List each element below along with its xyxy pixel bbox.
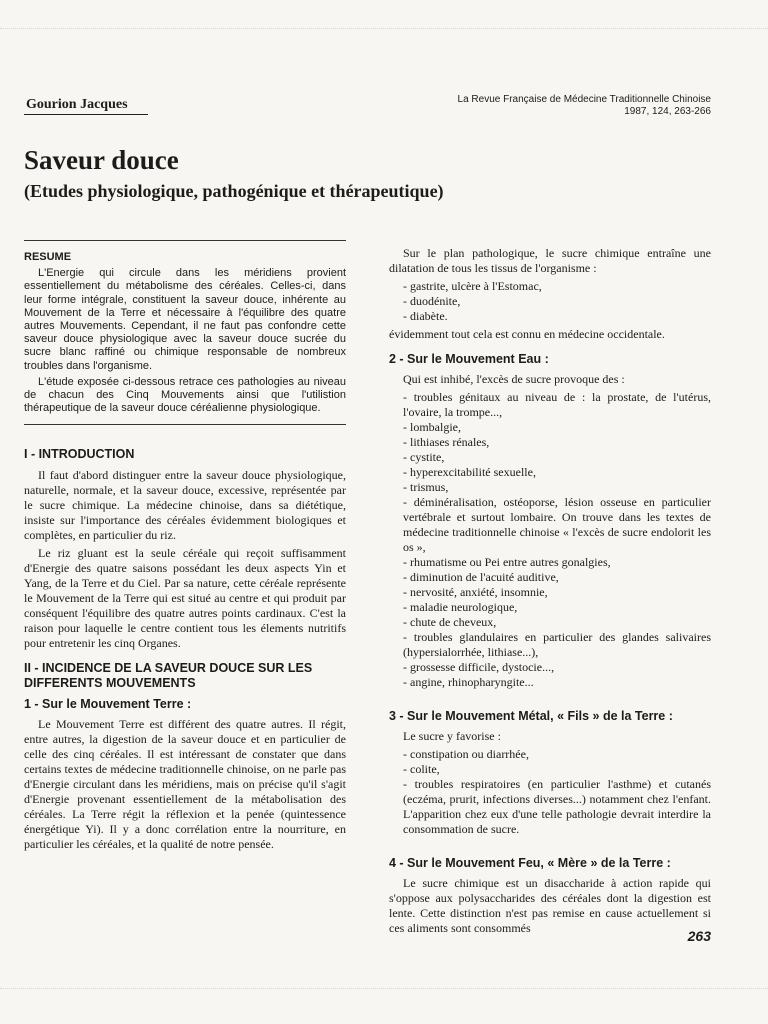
list-item: - lombalgie, [403,420,461,434]
list-item: - duodénite, [403,294,461,308]
body-paragraph: Le Mouvement Terre est différent des quatre autres. Il régit, entre autres, la digestion de la saveur douce et en particulier de celle des cinq céréales. Il est intéressant de constater que dans certains textes de médecine traditionnelle chinoise, on ne parle pas d'Energie circulant dans les méridiens, mais on précise qu'il s'agit d'Energie provenant essentiellement de la métabolisation des céréales. La Terre régit la réflexion et la penée (quintessence énergétique Yi). Il y a donc corrélation entre la nourriture, en particulier les céréales, et la qualité de notre pensée. [24,717,346,852]
body-paragraph: Qui est inhibé, l'excès de sucre provoque des : [403,372,625,386]
list-item: - constipation ou diarrhée, [403,747,529,761]
journal-citation [458,94,711,118]
resume-paragraph: L'Energie qui circule dans les méridiens provient essentiellement du métabolisme des céréales. Celles-ci, dans leur forme intégrale, constituent la saveur douce, inhérente au Mouvement de la Terre et nécessaire à l'équilibre des quatre autres Mouvements. Cependant, il ne faut pas confondre cette saveur douce physiologique avec la saveur douce sucrée du sucre blanc raffiné ou chimique responsable de nombreux troubles dans l'organisme. [24,267,346,372]
body-paragraph: Le sucre chimique est un disaccharide à action rapide qui s'oppose aux polysaccharides des céréales dont la digestion est lente. Cette distinction n'est pas remise en cause actuellement si ces aliments sont consommés [389,876,711,935]
spacer [389,693,711,705]
resume-box [24,240,346,425]
list-item: - chute de cheveux, [403,615,497,629]
list-item: - maladie neurologique, [403,600,518,614]
body-paragraph: Le sucre y favorise : [403,729,501,743]
scan-edge-bottom [0,988,768,989]
right-column [389,246,711,939]
journal-volume: 1987, 124, 263-266 [624,106,711,117]
symptom-list [389,279,711,324]
list-item: - troubles génitaux au niveau de : la prostate, de l'utérus, l'ovaire, la trompe..., [403,390,711,419]
section-heading-incidence: II - INCIDENCE DE LA SAVEUR DOUCE SUR LES DIFFERENTS MOUVEMENTS [24,661,313,691]
journal-title: La Revue Française de Médecine Traditionnelle Chinoise [457,94,711,105]
list-item: - colite, [403,762,440,776]
page-number: 263 [687,928,711,944]
list-item: - grossesse difficile, dystocie..., [403,660,555,674]
symptom-list [389,747,711,837]
list-item: - déminéralisation, ostéoporse, lésion osseuse en particulier vertébrale et surtout lombaire. On trouve dans les textes de médecine traditionnelle chinoise « l'excès de sucre endolorit les os », [403,495,711,554]
article-subtitle: (Etudes physiologique, pathogénique et thérapeutique) [24,181,444,201]
body-paragraph: Sur le plan pathologique, le sucre chimique entraîne une dilatation de tous les tissus de l'organisme : [389,246,711,275]
section-heading-introduction: I - INTRODUCTION [24,447,135,462]
article-title: Saveur douce [24,145,179,175]
subsection-heading-terre: 1 - Sur le Mouvement Terre : [24,697,192,712]
left-column [24,240,346,855]
symptom-list [389,390,711,690]
list-item: - troubles respiratoires (en particulier l'asthme) et cutanés (eczéma, prurit, infections diverses...) notamment chez l'enfant. L'apparition chez eux d'une telle pathologie devrait interdire la consommation de sucre. [403,777,711,836]
author-underline [24,114,148,115]
author-name: Gourion Jacques [26,97,128,112]
body-paragraph: Le riz gluant est la seule céréale qui reçoit suffisamment d'Energie des quatre saisons possédant les deux aspects Yin et Yang, de la Terre et du Ciel. Par sa nature, cette céréale représente le Mouvement de la Terre qui est situé au centre et qui produit par conséquent l'équilibre des quatre autres points cardinaux. C'est la raison pour laquelle le centre contient tous les élements nutritifs pour entretenir les cinq Organes. [24,546,346,651]
list-item: - angine, rhinopharyngite... [403,675,534,689]
list-item: - lithiases rénales, [403,435,490,449]
subsection-heading-metal: 3 - Sur le Mouvement Métal, « Fils » de la Terre : [389,709,673,723]
body-paragraph: Il faut d'abord distinguer entre la saveur douce physiologique, naturelle, normale, et la saveur douce, excessive, représentée par le sucre chimique. La médecine chinoise, dans sa diététique, insiste sur l'importance des céréales évidemment biologiques et complètes, en particulier du riz. [24,468,346,543]
list-item: - trismus, [403,480,449,494]
body-paragraph: évidemment tout cela est connu en médecine occidentale. [389,327,665,341]
resume-heading: RESUME [24,251,72,263]
spacer [389,840,711,852]
list-item: - nervosité, anxiété, insomnie, [403,585,548,599]
subsection-heading-eau: 2 - Sur le Mouvement Eau : [389,352,549,366]
resume-paragraph: L'étude exposée ci-dessous retrace ces pathologies au niveau de chacun des Cinq Mouvements ainsi que l'utilistion thérapeutique de la saveur douce céréalienne physiologique. [24,375,346,415]
list-item: - troubles glandulaires en particulier des glandes salivaires (hypersialorrhée, lithiase...), [403,630,711,659]
scan-edge-top [0,28,768,29]
list-item: - gastrite, ulcère à l'Estomac, [403,279,542,293]
subsection-heading-feu: 4 - Sur le Mouvement Feu, « Mère » de la Terre : [389,856,671,870]
list-item: - hyperexcitabilité sexuelle, [403,465,536,479]
list-item: - diminution de l'acuité auditive, [403,570,559,584]
list-item: - diabète. [403,309,448,323]
list-item: - cystite, [403,450,445,464]
list-item: - rhumatisme ou Pei entre autres gonalgies, [403,555,611,569]
